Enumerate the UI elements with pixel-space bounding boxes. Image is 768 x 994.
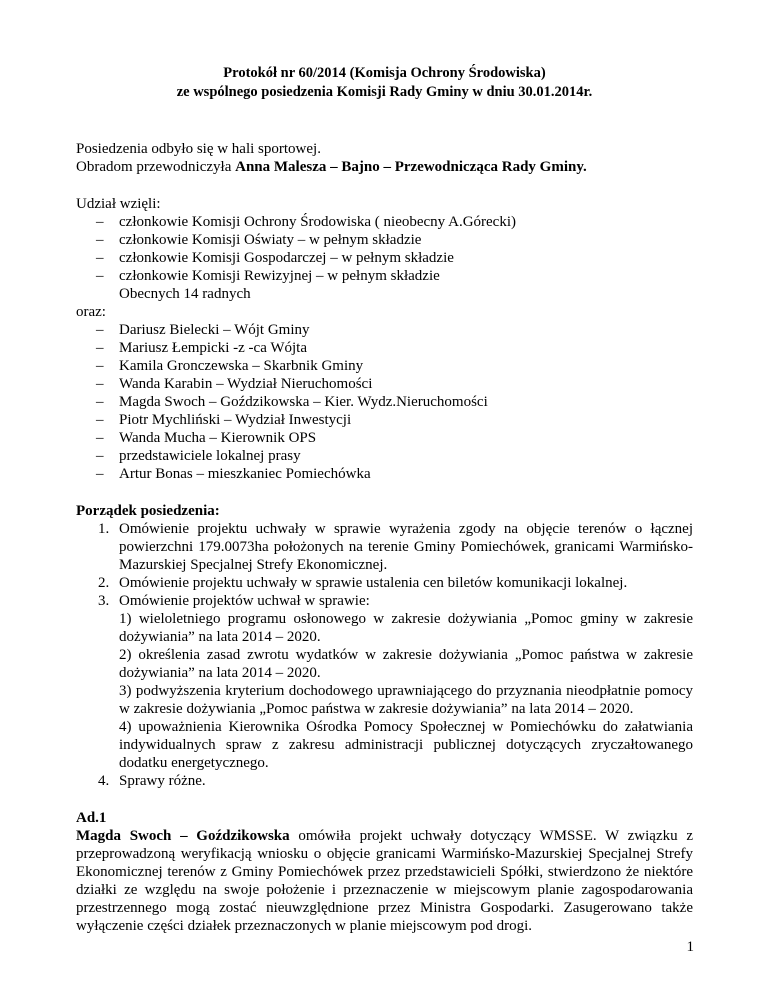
agenda-list (76, 520, 693, 790)
agenda-item-4: 4. Sprawy różne. (98, 773, 206, 789)
ad1-section (76, 809, 693, 935)
list-item: – członkowie Komisji Rewizyjnej – w pełnym składzie (96, 268, 440, 284)
agenda-section (76, 502, 693, 790)
dash-bullet: – (96, 376, 104, 392)
dash-bullet: – (96, 394, 104, 410)
agenda-subitem: 3) podwyższenia kryterium dochodowego uprawniającego do przyznania nieodpłatnie pomocy w zakresie dożywiania „Pomoc państwa w zakresie dożywiania” na lata 2014 – 2020. (119, 683, 693, 717)
dash-bullet: – (96, 430, 104, 446)
chair-line (76, 158, 693, 176)
dash-bullet: – (96, 466, 104, 482)
present-count: Obecnych 14 radnych (119, 286, 251, 302)
location-line: Posiedzenia odbyło się w hali sportowej. (76, 141, 321, 157)
agenda-heading: Porządek posiedzenia: (76, 503, 220, 519)
list-item: – członkowie Komisji Oświaty – w pełnym składzie (96, 232, 422, 248)
agenda-item-2: 2. Omówienie projektu uchwały w sprawie ustalenia cen biletów komunikacji lokalnej. (98, 575, 628, 591)
list-item: – Artur Bonas – mieszkaniec Pomiechówka (96, 466, 371, 482)
intro-section (76, 140, 693, 176)
ad1-speaker: Magda Swoch – Goździkowska (76, 828, 290, 844)
dash-bullet: – (96, 340, 104, 356)
agenda-subitem: 4) upoważnienia Kierownika Ośrodka Pomocy Społecznej w Pomiechówku do załatwiania indywidualnych spraw z zakresu administracji publicznej dotyczących zryczałtowanego dodatku energetycznego. (119, 719, 693, 771)
guest-list (76, 321, 693, 483)
chair-prefix: Obradom przewodniczyła (76, 159, 236, 175)
dash-bullet: – (96, 412, 104, 428)
dash-bullet: – (96, 358, 104, 374)
document-title (76, 64, 693, 102)
list-item: – Wanda Mucha – Kierownik OPS (96, 430, 317, 446)
list-item: – Dariusz Bielecki – Wójt Gminy (96, 322, 310, 338)
title-line-1: Protokół nr 60/2014 (Komisja Ochrony Środowiska) (223, 65, 546, 81)
dash-bullet: – (96, 268, 104, 284)
list-item: – Mariusz Łempicki -z -ca Wójta (96, 340, 307, 356)
title-line-2: ze wspólnego posiedzenia Komisji Rady Gminy w dniu 30.01.2014r. (176, 84, 593, 100)
committee-list (76, 213, 693, 285)
dash-bullet: – (96, 448, 104, 464)
dash-bullet: – (96, 322, 104, 338)
list-item: – Wanda Karabin – Wydział Nieruchomości (96, 376, 373, 392)
list-item: – Kamila Gronczewska – Skarbnik Gminy (96, 358, 364, 374)
chair-name: Anna Malesza – Bajno – Przewodnicząca Rady Gminy. (235, 159, 587, 175)
ad1-paragraph (76, 827, 693, 935)
agenda-item-1: 1. Omówienie projektu uchwały w sprawie wyrażenia zgody na objęcie terenów o łącznej powierzchni 179.0073ha położonych na terenie Gminy Pomiechówek, granicami Warmińsko-Mazurskiej Specjalnej Strefy Ekonomicznej. (98, 521, 693, 573)
participants-heading: Udział wzięli: (76, 196, 161, 212)
agenda-item-3: 3. Omówienie projektów uchwał w sprawie: 1) wieloletniego programu osłonowego w zakresie dożywiania „Pomoc gminy w zakresie dożywiania” na lata 2014 – 2020. 2) określenia zasad zwrotu wydatków w zakresie dożywiania „Pomoc państwa w zakresie dożywiania” na lata 2014 – 2020. 3) podwyższenia kryterium dochodowego uprawniającego do przyznania nieodpłatnie pomocy w zakresie dożywiania „Pomoc państwa w zakresie dożywiania” na lata 2014 – 2020. 4) upoważnienia Kierownika Ośrodka Pomocy Społecznej w Pomiechówku do załatwiania indywidualnych spraw z zakresu administracji publicznej dotyczących zryczałtowanego dodatku energetycznego. (98, 593, 693, 771)
dash-bullet: – (96, 214, 104, 230)
list-item: – członkowie Komisji Ochrony Środowiska ( nieobecny A.Górecki) (96, 214, 516, 230)
list-item: – Magda Swoch – Goździkowska – Kier. Wydz.Nieruchomości (96, 394, 488, 410)
list-item: – członkowie Komisji Gospodarczej – w pełnym składzie (96, 250, 454, 266)
also-heading: oraz: (76, 304, 106, 320)
dash-bullet: – (96, 250, 104, 266)
ad1-heading: Ad.1 (76, 810, 107, 826)
document-page (76, 64, 693, 935)
list-item: – Piotr Mychliński – Wydział Inwestycji (96, 412, 352, 428)
list-item: – przedstawiciele lokalnej prasy (96, 448, 301, 464)
ad1-text: omówiła projekt uchwały dotyczący WMSSE. W związku z przeprowadzoną weryfikacją wniosku o objęcie granicami Warmińsko-Mazurskiej Specjalnej Strefy Ekonomicznej terenów z Gminy Pomiechówek przez przedstawicieli Spółki, stwierdzono że niektóre działki ze względu na swoje położenie i przeznaczenie w miejscowym planie zagospodarowania przestrzennego mogą zostać nieuwzględnione przez Ministra Gospodarki. Zasugerowano także wyłączenie części działek przeznaczonych w planie miejscowym pod drogi. (76, 828, 693, 934)
agenda-subitem: 1) wieloletniego programu osłonowego w zakresie dożywiania „Pomoc gminy w zakresie dożywiania” na lata 2014 – 2020. (119, 611, 693, 645)
participants-section (76, 195, 693, 483)
dash-bullet: – (96, 232, 104, 248)
page-number: 1 (686, 939, 694, 955)
agenda-subitem: 2) określenia zasad zwrotu wydatków w zakresie dożywiania „Pomoc państwa w zakresie dożywiania” na lata 2014 – 2020. (119, 647, 693, 681)
